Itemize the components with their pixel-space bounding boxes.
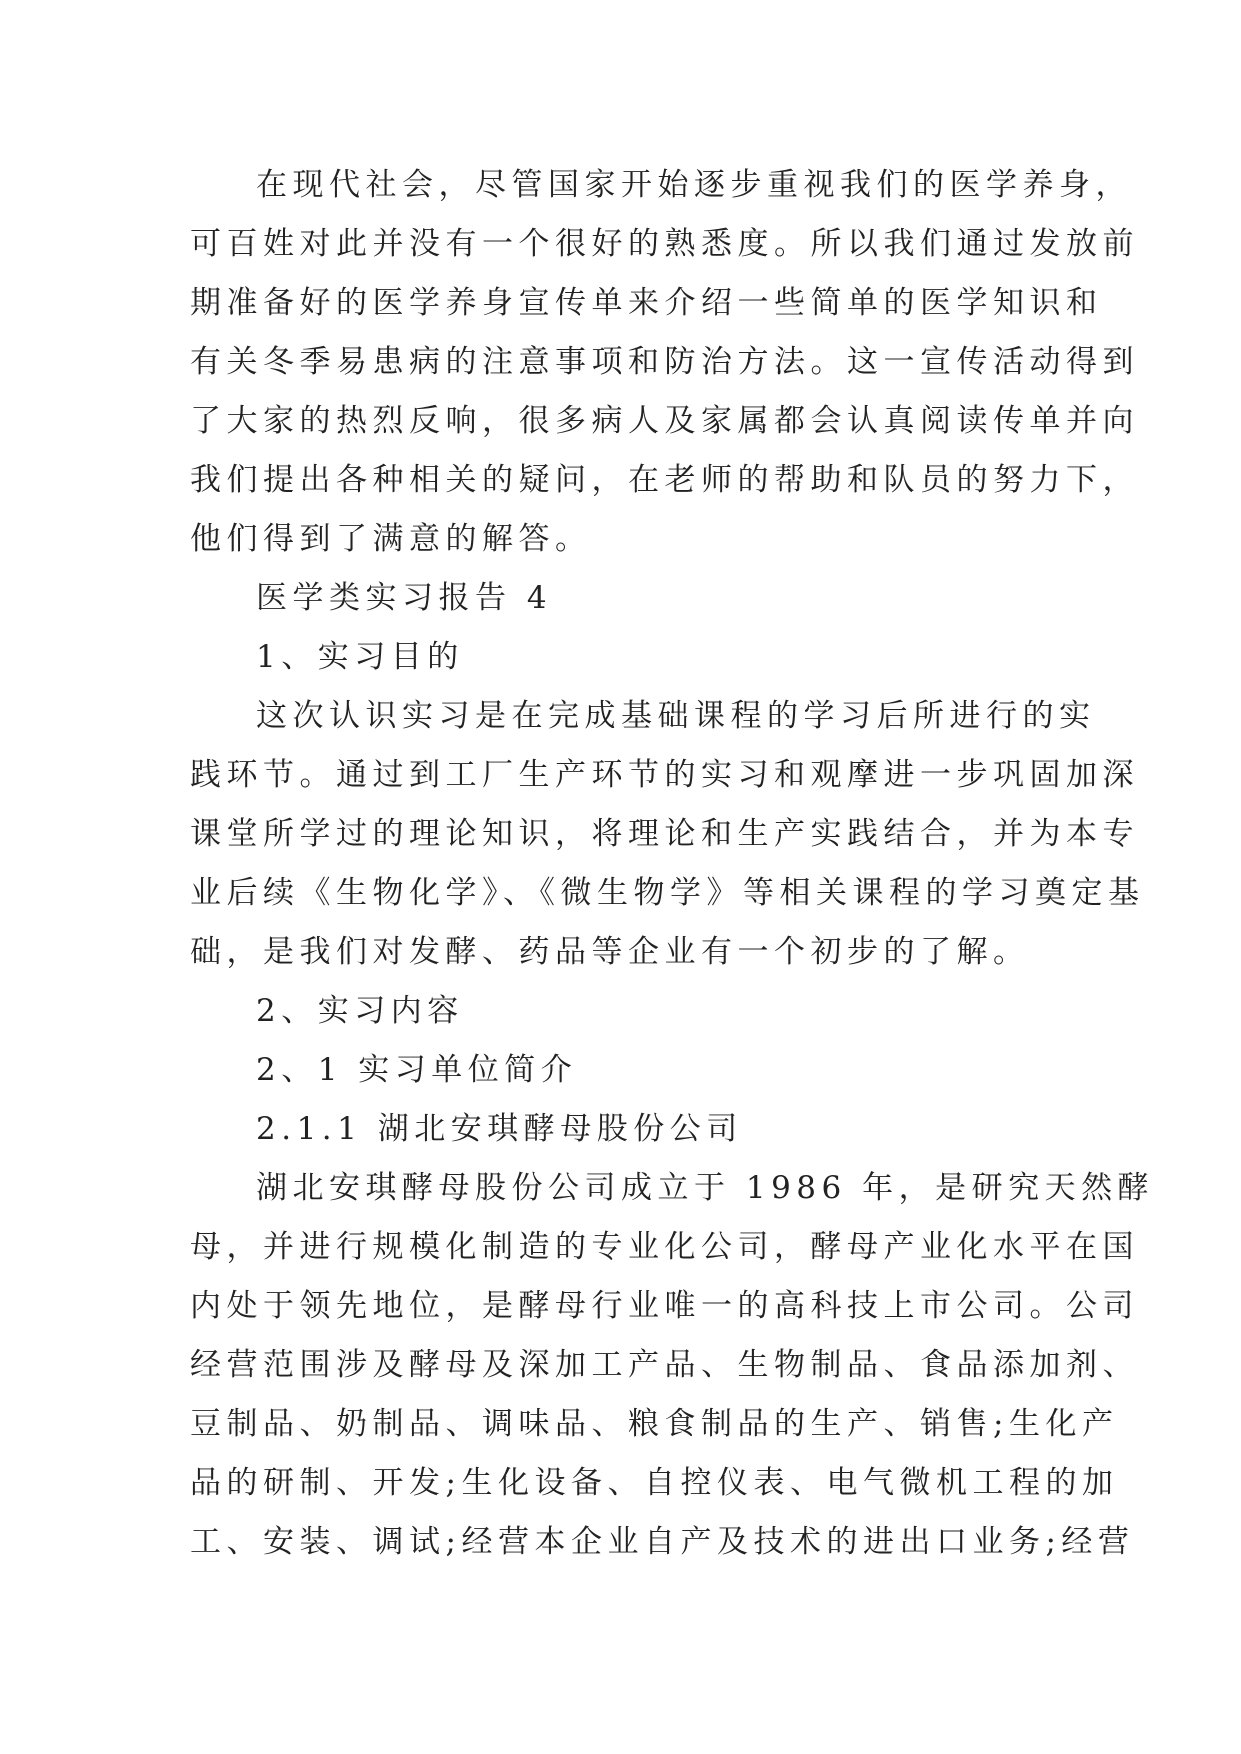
text-line: 内处于领先地位，是酵母行业唯一的高科技上市公司。公司	[190, 1288, 1139, 1324]
text-line: 工、安装、调试;经营本企业自产及技术的进出口业务;经营	[190, 1524, 1135, 1560]
document-body	[190, 156, 1155, 1572]
paragraph-company	[190, 1159, 1155, 1572]
text-line: 了大家的热烈反响，很多病人及家属都会认真阅读传单并向	[190, 403, 1139, 439]
text-line: 母，并进行规模化制造的专业化公司，酵母产业化水平在国	[190, 1229, 1139, 1265]
text-line: 有关冬季易患病的注意事项和防治方法。这一宣传活动得到	[190, 344, 1139, 380]
section-heading-purpose: 1、实习目的	[256, 639, 464, 675]
text-line: 他们得到了满意的解答。	[190, 521, 592, 557]
paragraph-intro	[190, 156, 1139, 569]
section-heading-unit: 2、1 实习单位简介	[256, 1052, 578, 1088]
paragraph-purpose	[190, 687, 1145, 982]
text-line: 可百姓对此并没有一个很好的熟悉度。所以我们通过发放前	[190, 226, 1139, 262]
text-line: 课堂所学过的理论知识，将理论和生产实践结合，并为本专	[190, 816, 1139, 852]
text-line: 期准备好的医学养身宣传单来介绍一些简单的医学知识和	[190, 285, 1103, 321]
section-heading-company: 2.1.1 湖北安琪酵母股份公司	[256, 1111, 743, 1147]
section-heading-report: 医学类实习报告 4	[256, 580, 553, 616]
text-line: 在现代社会，尽管国家开始逐步重视我们的医学养身，	[256, 167, 1132, 203]
text-line: 践环节。通过到工厂生产环节的实习和观摩进一步巩固加深	[190, 757, 1139, 793]
text-line: 我们提出各种相关的疑问，在老师的帮助和队员的努力下，	[190, 462, 1139, 498]
text-line: 品的研制、开发;生化设备、自控仪表、电气微机工程的加	[190, 1465, 1119, 1501]
text-line: 湖北安琪酵母股份公司成立于 1986 年，是研究天然酵	[256, 1170, 1155, 1206]
text-line: 豆制品、奶制品、调味品、粮食制品的生产、销售;生化产	[190, 1406, 1119, 1442]
text-line: 这次认识实习是在完成基础课程的学习后所进行的实	[256, 698, 1096, 734]
text-line: 经营范围涉及酵母及深加工产品、生物制品、食品添加剂、	[190, 1347, 1139, 1383]
section-heading-content: 2、实习内容	[256, 993, 464, 1029]
text-line: 础，是我们对发酵、药品等企业有一个初步的了解。	[190, 934, 1030, 970]
text-line: 业后续《生物化学》、《微生物学》等相关课程的学习奠定基	[190, 875, 1145, 911]
